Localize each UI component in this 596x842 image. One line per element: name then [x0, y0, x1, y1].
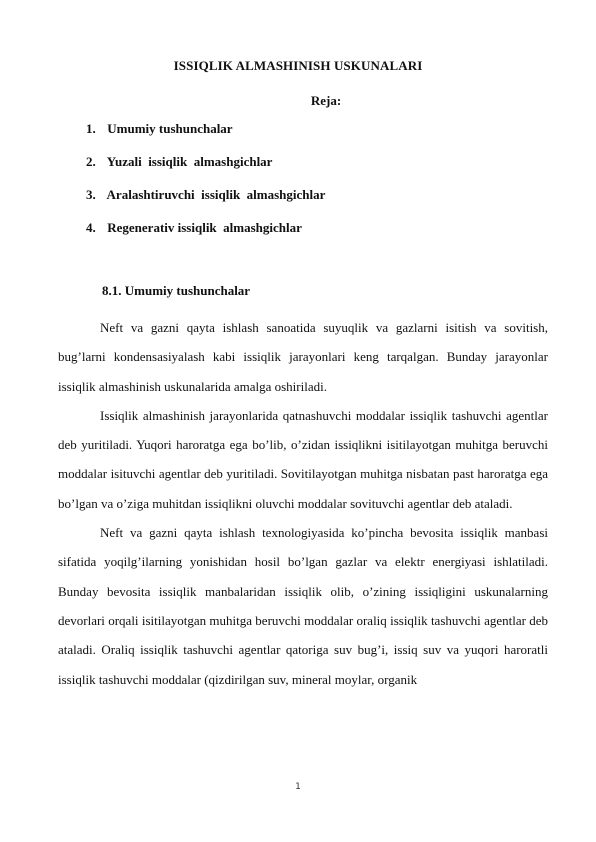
- paragraph: Neft va gazni qayta ishlash texnologiyasida ko’pincha bevosita issiqlik manbasi sifatida yoqilg’ilarning yonishidan hosil bo’lgan gazlar va elektr energiyasi ishlatiladi. Bunday bevosita issiqlik manbalaridan issiqlik olib, o’zining issiqligini uskunalarning devorlari orqali isitilayotgan muhitga beruvchi moddalar oraliq issiqlik tashuvchi agentlar deb ataladi. Oraliq issiqlik tashuvchi agentlar qatoriga suv bug’i, issiq suv va yuqori haroratli issiqlik tashuvchi moddalar (qizdirilgan suv, mineral moylar, organik: [58, 525, 548, 687]
- plan-item-number: 4.: [86, 220, 96, 235]
- plan-item-text: Aralashtiruvchi issiqlik almashgichlar: [106, 187, 326, 202]
- plan-item-text: Umumiy tushunchalar: [107, 121, 233, 136]
- section-heading: 8.1. Umumiy tushunchalar: [102, 283, 251, 298]
- paragraph: Neft va gazni qayta ishlash sanoatida suyuqlik va gazlarni isitish va sovitish, bug’larni kondensasiyalash kabi issiqlik jarayonlari keng tarqalgan. Bunday jarayonlar issiqlik almashinish uskunalarida amalga oshiriladi.: [58, 320, 548, 394]
- plan-item: [86, 153, 325, 186]
- document-title: ISSIQLIK ALMASHINISH USKUNALARI: [173, 58, 423, 73]
- paragraph: Issiqlik almashinish jarayonlarida qatnashuvchi moddalar issiqlik tashuvchi agentlar deb yuritiladi. Yuqori haroratga ega bo’lib, o’zidan issiqlikni isitilayotgan muhitga beruvchi moddalar isituvchi agentlar deb yuritiladi. Sovitilayotgan muhitga nisbatan past haroratga ega bo’lgan va o’ziga muhitdan issiqlikni oluvchi moddalar sovituvchi agentlar deb ataladi.: [58, 407, 548, 511]
- plan-item-number: 1.: [86, 121, 96, 136]
- plan-item: [86, 120, 325, 153]
- plan-item-text: Yuzali issiqlik almashgichlar: [106, 154, 273, 169]
- plan-item: [86, 186, 325, 219]
- plan-item-number: 3.: [86, 187, 96, 202]
- plan-heading: Reja:: [310, 93, 342, 108]
- plan-item: [86, 219, 325, 252]
- plan-item-text: Regenerativ issiqlik almashgichlar: [107, 220, 302, 235]
- body-text: [58, 313, 548, 694]
- page-number: 1: [295, 782, 301, 792]
- plan-list: [86, 120, 325, 252]
- plan-item-number: 2.: [86, 154, 96, 169]
